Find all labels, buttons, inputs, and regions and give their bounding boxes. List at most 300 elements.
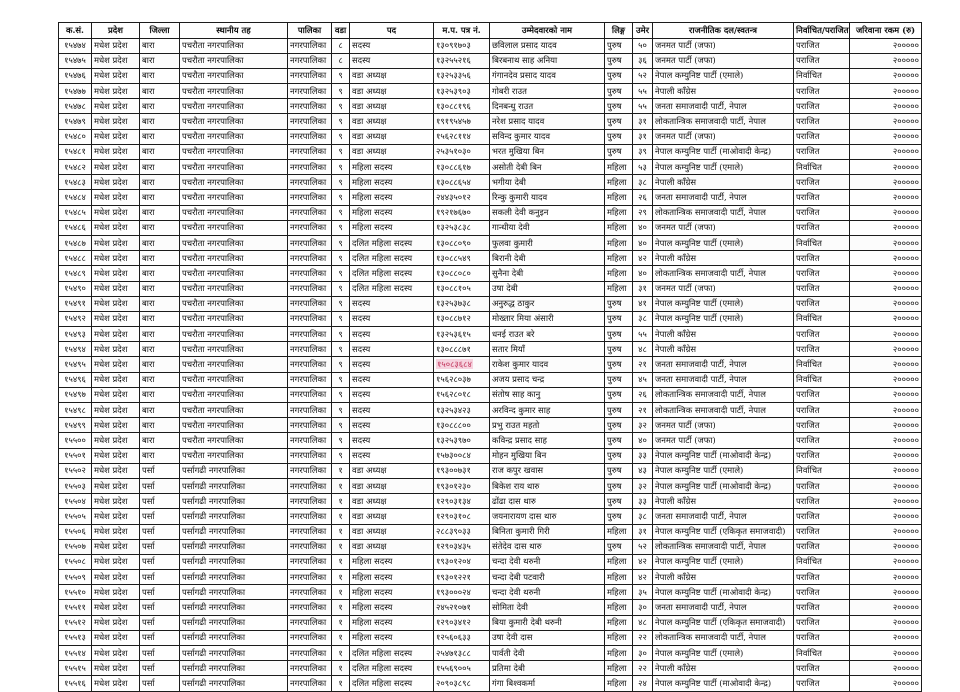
cell-ward: १ <box>332 585 350 600</box>
cell-province: मधेश प्रदेश <box>92 357 140 372</box>
cell-municipality-type: नगरपालिका <box>288 53 332 68</box>
cell-local-level: पचरौता नगरपालिका <box>180 129 288 144</box>
cell-ward: ९ <box>332 342 350 357</box>
cell-fine-amount: २००००० <box>850 448 922 463</box>
cell-province: मधेश प्रदेश <box>92 175 140 190</box>
cell-result: पराजित <box>794 509 850 524</box>
cell-fine-amount: २००००० <box>850 205 922 220</box>
table-row <box>59 266 922 281</box>
cell-gender: पुरुष <box>605 372 633 387</box>
cell-municipality-type: नगरपालिका <box>288 478 332 493</box>
cell-local-level: पचरौता नगरपालिका <box>180 114 288 129</box>
cell-local-level: पर्सागढी नगरपालिका <box>180 524 288 539</box>
cell-district: बारा <box>140 144 180 159</box>
cell-fine-amount: २००००० <box>850 600 922 615</box>
cell-gender: पुरुष <box>605 463 633 478</box>
cell-party: जनता समाजवादी पार्टी, नेपाल <box>653 600 794 615</box>
table-row <box>59 281 922 296</box>
cell-district: पर्सा <box>140 646 180 661</box>
cell-post: महिला सदस्य <box>350 175 434 190</box>
cell-serial-no: १५५०० <box>59 433 92 448</box>
cell-fine-amount: २००००० <box>850 327 922 342</box>
table-row <box>59 403 922 418</box>
cell-nomination-no: १५५६९००५ <box>434 661 490 676</box>
cell-nomination-no: १३२५३४२३ <box>434 403 490 418</box>
cell-local-level: पर्सागढी नगरपालिका <box>180 630 288 645</box>
cell-age: २४ <box>633 676 653 691</box>
cell-serial-no: १५४८९ <box>59 266 92 281</box>
cell-local-level: पर्सागढी नगरपालिका <box>180 539 288 554</box>
cell-serial-no: १५४९८ <box>59 403 92 418</box>
table-row <box>59 463 922 478</box>
cell-result: पराजित <box>794 585 850 600</box>
table-row <box>59 129 922 144</box>
table-row <box>59 251 922 266</box>
cell-post: महिला सदस्य <box>350 220 434 235</box>
cell-party: लोकतान्त्रिक समाजवादी पार्टी, नेपाल <box>653 266 794 281</box>
header-party: राजनीतिक दल/स्वतन्त्र <box>653 23 794 39</box>
cell-age: ४० <box>633 266 653 281</box>
cell-candidate-name: गंगानदेव प्रसाद यादव <box>490 68 605 83</box>
cell-candidate-name: धनई राउत बरे <box>490 327 605 342</box>
cell-serial-no: १५४८८ <box>59 251 92 266</box>
cell-candidate-name: गोबरी राउत <box>490 84 605 99</box>
cell-party: जनमत पार्टी (जफा) <box>653 281 794 296</box>
cell-gender: पुरुष <box>605 433 633 448</box>
cell-municipality-type: नगरपालिका <box>288 68 332 83</box>
cell-local-level: पर्सागढी नगरपालिका <box>180 600 288 615</box>
cell-district: बारा <box>140 281 180 296</box>
cell-serial-no: १५४९६ <box>59 372 92 387</box>
cell-gender: पुरुष <box>605 418 633 433</box>
cell-province: मधेश प्रदेश <box>92 144 140 159</box>
cell-serial-no: १५४९७ <box>59 387 92 402</box>
cell-district: बारा <box>140 251 180 266</box>
cell-province: मधेश प्रदेश <box>92 630 140 645</box>
cell-post: दलित महिला सदस्य <box>350 661 434 676</box>
cell-province: मधेश प्रदेश <box>92 615 140 630</box>
cell-candidate-name: बिरानी देबी <box>490 251 605 266</box>
cell-district: बारा <box>140 53 180 68</box>
cell-result: पराजित <box>794 251 850 266</box>
table-row <box>59 68 922 83</box>
cell-gender: पुरुष <box>605 53 633 68</box>
header-post: पद <box>350 23 434 39</box>
cell-municipality-type: नगरपालिका <box>288 433 332 448</box>
cell-nomination-no: १३२५३६१५ <box>434 327 490 342</box>
cell-fine-amount: २००००० <box>850 372 922 387</box>
cell-nomination-no: २४४३५०१२ <box>434 190 490 205</box>
cell-municipality-type: नगरपालिका <box>288 311 332 326</box>
cell-fine-amount: २००००० <box>850 433 922 448</box>
cell-nomination-no: १३०८८१०५ <box>434 281 490 296</box>
cell-fine-amount: २००००० <box>850 311 922 326</box>
cell-municipality-type: नगरपालिका <box>288 494 332 509</box>
cell-district: बारा <box>140 175 180 190</box>
cell-candidate-name: बिरबनाथ साह अनिया <box>490 53 605 68</box>
cell-local-level: पचरौता नगरपालिका <box>180 235 288 250</box>
cell-result: पराजित <box>794 38 850 53</box>
cell-party: जनता समाजवादी पार्टी, नेपाल <box>653 372 794 387</box>
cell-nomination-no: १२५६०६३३ <box>434 630 490 645</box>
cell-age: २६ <box>633 387 653 402</box>
cell-gender: पुरुष <box>605 478 633 493</box>
cell-local-level: पचरौता नगरपालिका <box>180 342 288 357</box>
cell-candidate-name: सतार मियाँ <box>490 342 605 357</box>
cell-post: दलित महिला सदस्य <box>350 281 434 296</box>
cell-candidate-name: अनुरुद्ध ठाकुर <box>490 296 605 311</box>
table-row <box>59 342 922 357</box>
cell-nomination-no: १३०८८८०० <box>434 418 490 433</box>
table-row <box>59 220 922 235</box>
cell-nomination-no: १३०८८८७१ <box>434 342 490 357</box>
cell-municipality-type: नगरपालिका <box>288 661 332 676</box>
cell-post: वडा अध्यक्ष <box>350 99 434 114</box>
cell-post: सदस्य <box>350 342 434 357</box>
cell-candidate-name: रिन्कु कुमारी यादव <box>490 190 605 205</box>
cell-nomination-no: १९३०००२४ <box>434 585 490 600</box>
cell-municipality-type: नगरपालिका <box>288 144 332 159</box>
cell-fine-amount: २००००० <box>850 357 922 372</box>
cell-fine-amount: २००००० <box>850 129 922 144</box>
cell-age: ५५ <box>633 327 653 342</box>
cell-age: ५३ <box>633 160 653 175</box>
cell-nomination-no: १५६२८०३७ <box>434 372 490 387</box>
cell-municipality-type: नगरपालिका <box>288 676 332 691</box>
table-row <box>59 205 922 220</box>
cell-province: मधेश प्रदेश <box>92 539 140 554</box>
cell-serial-no: १५५१२ <box>59 615 92 630</box>
cell-ward: १ <box>332 463 350 478</box>
cell-nomination-no: १३०८८०८० <box>434 266 490 281</box>
cell-nomination-no: १३०८८५४९ <box>434 251 490 266</box>
cell-candidate-name: बिया कुमारी देबी थरुनी <box>490 615 605 630</box>
cell-local-level: पचरौता नगरपालिका <box>180 175 288 190</box>
header-municipality-type: पालिका <box>288 23 332 39</box>
cell-gender: पुरुष <box>605 311 633 326</box>
cell-nomination-no <box>434 357 490 372</box>
header-nomination-no: म.प. पत्र नं. <box>434 23 490 39</box>
cell-municipality-type: नगरपालिका <box>288 463 332 478</box>
cell-age: ३८ <box>633 509 653 524</box>
table-row <box>59 387 922 402</box>
cell-province: मधेश प्रदेश <box>92 478 140 493</box>
cell-party: नेपाल कम्युनिष्ट पार्टी (एमाले) <box>653 68 794 83</box>
cell-fine-amount: २००००० <box>850 403 922 418</box>
cell-local-level: पचरौता नगरपालिका <box>180 220 288 235</box>
cell-result: पराजित <box>794 418 850 433</box>
cell-serial-no: १५४८० <box>59 129 92 144</box>
cell-serial-no: १५५०७ <box>59 539 92 554</box>
cell-ward: ९ <box>332 190 350 205</box>
cell-local-level: पचरौता नगरपालिका <box>180 372 288 387</box>
cell-local-level: पचरौता नगरपालिका <box>180 68 288 83</box>
cell-local-level: पचरौता नगरपालिका <box>180 205 288 220</box>
cell-result: पराजित <box>794 190 850 205</box>
cell-district: पर्सा <box>140 478 180 493</box>
cell-nomination-no: १५६२८११४ <box>434 129 490 144</box>
cell-local-level: पचरौता नगरपालिका <box>180 266 288 281</box>
cell-party: लोकतान्त्रिक समाजवादी पार्टी, नेपाल <box>653 114 794 129</box>
cell-municipality-type: नगरपालिका <box>288 114 332 129</box>
cell-province: मधेश प्रदेश <box>92 99 140 114</box>
cell-candidate-name: गंगा बिश्वकर्मा <box>490 676 605 691</box>
cell-post: दलित महिला सदस्य <box>350 646 434 661</box>
cell-fine-amount: २००००० <box>850 494 922 509</box>
cell-fine-amount: २००००० <box>850 585 922 600</box>
cell-candidate-name: असोती देबी बिन <box>490 160 605 175</box>
header-row <box>59 23 922 39</box>
cell-post: सदस्य <box>350 357 434 372</box>
cell-candidate-name: उषा देवी दास <box>490 630 605 645</box>
cell-nomination-no: १३२५३९७० <box>434 433 490 448</box>
cell-post: सदस्य <box>350 433 434 448</box>
cell-result: पराजित <box>794 494 850 509</box>
cell-serial-no: १५५०३ <box>59 478 92 493</box>
cell-local-level: पचरौता नगरपालिका <box>180 311 288 326</box>
cell-municipality-type: नगरपालिका <box>288 524 332 539</box>
cell-district: पर्सा <box>140 494 180 509</box>
cell-gender: पुरुष <box>605 387 633 402</box>
cell-ward: ९ <box>332 235 350 250</box>
cell-fine-amount: २००००० <box>850 38 922 53</box>
cell-result: पराजित <box>794 220 850 235</box>
cell-district: बारा <box>140 433 180 448</box>
cell-municipality-type: नगरपालिका <box>288 646 332 661</box>
table-row <box>59 615 922 630</box>
cell-serial-no: १५४७४ <box>59 38 92 53</box>
cell-province: मधेश प्रदेश <box>92 387 140 402</box>
cell-result: निर्वाचित <box>794 357 850 372</box>
cell-ward: ९ <box>332 372 350 387</box>
cell-fine-amount: २००००० <box>850 646 922 661</box>
cell-nomination-no: १९१९५४५७ <box>434 114 490 129</box>
cell-result: पराजित <box>794 296 850 311</box>
table-row <box>59 676 922 691</box>
cell-ward: ९ <box>332 433 350 448</box>
cell-municipality-type: नगरपालिका <box>288 403 332 418</box>
cell-ward: ९ <box>332 311 350 326</box>
cell-age: ५२ <box>633 539 653 554</box>
cell-party: जनता समाजवादी पार्टी, नेपाल <box>653 357 794 372</box>
cell-nomination-no: १९२१७६७० <box>434 205 490 220</box>
cell-municipality-type: नगरपालिका <box>288 175 332 190</box>
cell-gender: महिला <box>605 600 633 615</box>
cell-age: २२ <box>633 630 653 645</box>
cell-post: महिला सदस्य <box>350 190 434 205</box>
cell-result: पराजित <box>794 175 850 190</box>
cell-serial-no: १५४८५ <box>59 205 92 220</box>
cell-province: मधेश प्रदेश <box>92 129 140 144</box>
cell-nomination-no: १३०८८६१७ <box>434 160 490 175</box>
cell-local-level: पर्सागढी नगरपालिका <box>180 554 288 569</box>
cell-nomination-no: २५४७१३८८ <box>434 646 490 661</box>
cell-serial-no: १५४७६ <box>59 68 92 83</box>
cell-local-level: पचरौता नगरपालिका <box>180 418 288 433</box>
cell-municipality-type: नगरपालिका <box>288 342 332 357</box>
cell-district: पर्सा <box>140 509 180 524</box>
table-row <box>59 418 922 433</box>
cell-age: ५२ <box>633 68 653 83</box>
cell-age: ३१ <box>633 129 653 144</box>
cell-party: नेपाल कम्युनिष्ट पार्टी (माओवादी केन्द्र) <box>653 585 794 600</box>
cell-province: मधेश प्रदेश <box>92 554 140 569</box>
cell-ward: १ <box>332 615 350 630</box>
cell-result: पराजित <box>794 53 850 68</box>
cell-post: सदस्य <box>350 38 434 53</box>
cell-ward: ९ <box>332 129 350 144</box>
cell-district: बारा <box>140 84 180 99</box>
cell-municipality-type: नगरपालिका <box>288 38 332 53</box>
cell-result: पराजित <box>794 84 850 99</box>
cell-gender: महिला <box>605 205 633 220</box>
cell-post: वडा अध्यक्ष <box>350 114 434 129</box>
cell-age: ३२ <box>633 418 653 433</box>
cell-district: बारा <box>140 387 180 402</box>
cell-province: मधेश प्रदेश <box>92 403 140 418</box>
cell-fine-amount: २००००० <box>850 175 922 190</box>
cell-candidate-name: सविन्द कुमार यादव <box>490 129 605 144</box>
cell-local-level: पर्सागढी नगरपालिका <box>180 646 288 661</box>
cell-age: ४५ <box>633 372 653 387</box>
cell-post: महिला सदस्य <box>350 570 434 585</box>
cell-province: मधेश प्रदेश <box>92 205 140 220</box>
cell-post: सदस्य <box>350 387 434 402</box>
table-row <box>59 554 922 569</box>
cell-district: पर्सा <box>140 630 180 645</box>
cell-ward: ९ <box>332 84 350 99</box>
cell-local-level: पचरौता नगरपालिका <box>180 327 288 342</box>
cell-nomination-no: १२९०३१३४ <box>434 494 490 509</box>
cell-party: जनता समाजवादी पार्टी, नेपाल <box>653 509 794 524</box>
cell-district: बारा <box>140 342 180 357</box>
cell-gender: पुरुष <box>605 68 633 83</box>
cell-municipality-type: नगरपालिका <box>288 387 332 402</box>
cell-age: ५० <box>633 38 653 53</box>
cell-serial-no: १५४९९ <box>59 418 92 433</box>
table-row <box>59 448 922 463</box>
cell-party: नेपाली काँग्रेस <box>653 661 794 676</box>
table-body <box>59 38 922 691</box>
cell-fine-amount: २००००० <box>850 160 922 175</box>
cell-fine-amount: २००००० <box>850 630 922 645</box>
cell-district: बारा <box>140 448 180 463</box>
cell-age: ३८ <box>633 175 653 190</box>
cell-party: जनमत पार्टी (जफा) <box>653 38 794 53</box>
cell-fine-amount: २००००० <box>850 478 922 493</box>
cell-party: नेपाली काँग्रेस <box>653 342 794 357</box>
cell-province: मधेश प्रदेश <box>92 509 140 524</box>
cell-ward: १ <box>332 570 350 585</box>
cell-nomination-no: १३२५३३५६ <box>434 68 490 83</box>
cell-ward: १ <box>332 509 350 524</box>
cell-nomination-no: २८८३९०३३ <box>434 524 490 539</box>
cell-serial-no: १५४७८ <box>59 99 92 114</box>
cell-municipality-type: नगरपालिका <box>288 160 332 175</box>
cell-province: मधेश प्रदेश <box>92 676 140 691</box>
cell-ward: ९ <box>332 327 350 342</box>
cell-party: जनमत पार्टी (जफा) <box>653 220 794 235</box>
cell-post: सदस्य <box>350 53 434 68</box>
cell-district: बारा <box>140 372 180 387</box>
cell-province: मधेश प्रदेश <box>92 585 140 600</box>
highlighted-nomination-no: १५०८३६८४ <box>437 359 472 370</box>
table-row <box>59 99 922 114</box>
cell-district: पर्सा <box>140 600 180 615</box>
header-serial-no: क.सं. <box>59 23 92 39</box>
cell-serial-no: १५५०२ <box>59 463 92 478</box>
cell-party: नेपाली काँग्रेस <box>653 494 794 509</box>
cell-candidate-name: सुनैना देबी <box>490 266 605 281</box>
cell-serial-no: १५४८४ <box>59 190 92 205</box>
cell-result: निर्वाचित <box>794 463 850 478</box>
cell-province: मधेश प्रदेश <box>92 646 140 661</box>
table-row <box>59 630 922 645</box>
header-district: जिल्ला <box>140 23 180 39</box>
cell-ward: १ <box>332 478 350 493</box>
cell-province: मधेश प्रदेश <box>92 418 140 433</box>
cell-result: निर्वाचित <box>794 311 850 326</box>
cell-gender: महिला <box>605 175 633 190</box>
cell-result: पराजित <box>794 615 850 630</box>
cell-post: वडा अध्यक्ष <box>350 68 434 83</box>
cell-gender: पुरुष <box>605 342 633 357</box>
cell-province: मधेश प्रदेश <box>92 433 140 448</box>
cell-serial-no: १५५०५ <box>59 509 92 524</box>
cell-province: मधेश प्रदेश <box>92 600 140 615</box>
cell-gender: पुरुष <box>605 129 633 144</box>
cell-ward: ९ <box>332 448 350 463</box>
cell-candidate-name: बिकेश राय थारु <box>490 478 605 493</box>
cell-serial-no: १५५११ <box>59 600 92 615</box>
cell-municipality-type: नगरपालिका <box>288 205 332 220</box>
cell-ward: ९ <box>332 387 350 402</box>
cell-post: सदस्य <box>350 418 434 433</box>
table-row <box>59 433 922 448</box>
cell-local-level: पचरौता नगरपालिका <box>180 433 288 448</box>
cell-local-level: पर्सागढी नगरपालिका <box>180 585 288 600</box>
cell-post: दलित महिला सदस्य <box>350 676 434 691</box>
cell-candidate-name: चन्दा देबी पटवारी <box>490 570 605 585</box>
table-row <box>59 160 922 175</box>
cell-age: ४० <box>633 220 653 235</box>
cell-age: ४२ <box>633 251 653 266</box>
cell-result: पराजित <box>794 433 850 448</box>
cell-result: पराजित <box>794 676 850 691</box>
cell-serial-no: १५४८२ <box>59 160 92 175</box>
cell-ward: ९ <box>332 266 350 281</box>
cell-serial-no: १५४९० <box>59 281 92 296</box>
table-row <box>59 646 922 661</box>
cell-municipality-type: नगरपालिका <box>288 129 332 144</box>
cell-serial-no: १५४८७ <box>59 235 92 250</box>
cell-result: पराजित <box>794 539 850 554</box>
cell-ward: ९ <box>332 418 350 433</box>
cell-district: बारा <box>140 160 180 175</box>
cell-gender: महिला <box>605 676 633 691</box>
cell-local-level: पर्सागढी नगरपालिका <box>180 676 288 691</box>
cell-district: बारा <box>140 68 180 83</box>
cell-fine-amount: २००००० <box>850 554 922 569</box>
cell-party: नेपाली काँग्रेस <box>653 251 794 266</box>
cell-local-level: पचरौता नगरपालिका <box>180 99 288 114</box>
cell-age: ३२ <box>633 478 653 493</box>
cell-age: ४२ <box>633 554 653 569</box>
cell-candidate-name: गान्धीया देवी <box>490 220 605 235</box>
cell-result: पराजित <box>794 403 850 418</box>
cell-result: पराजित <box>794 524 850 539</box>
cell-candidate-name: छविलाल प्रसाद यादव <box>490 38 605 53</box>
